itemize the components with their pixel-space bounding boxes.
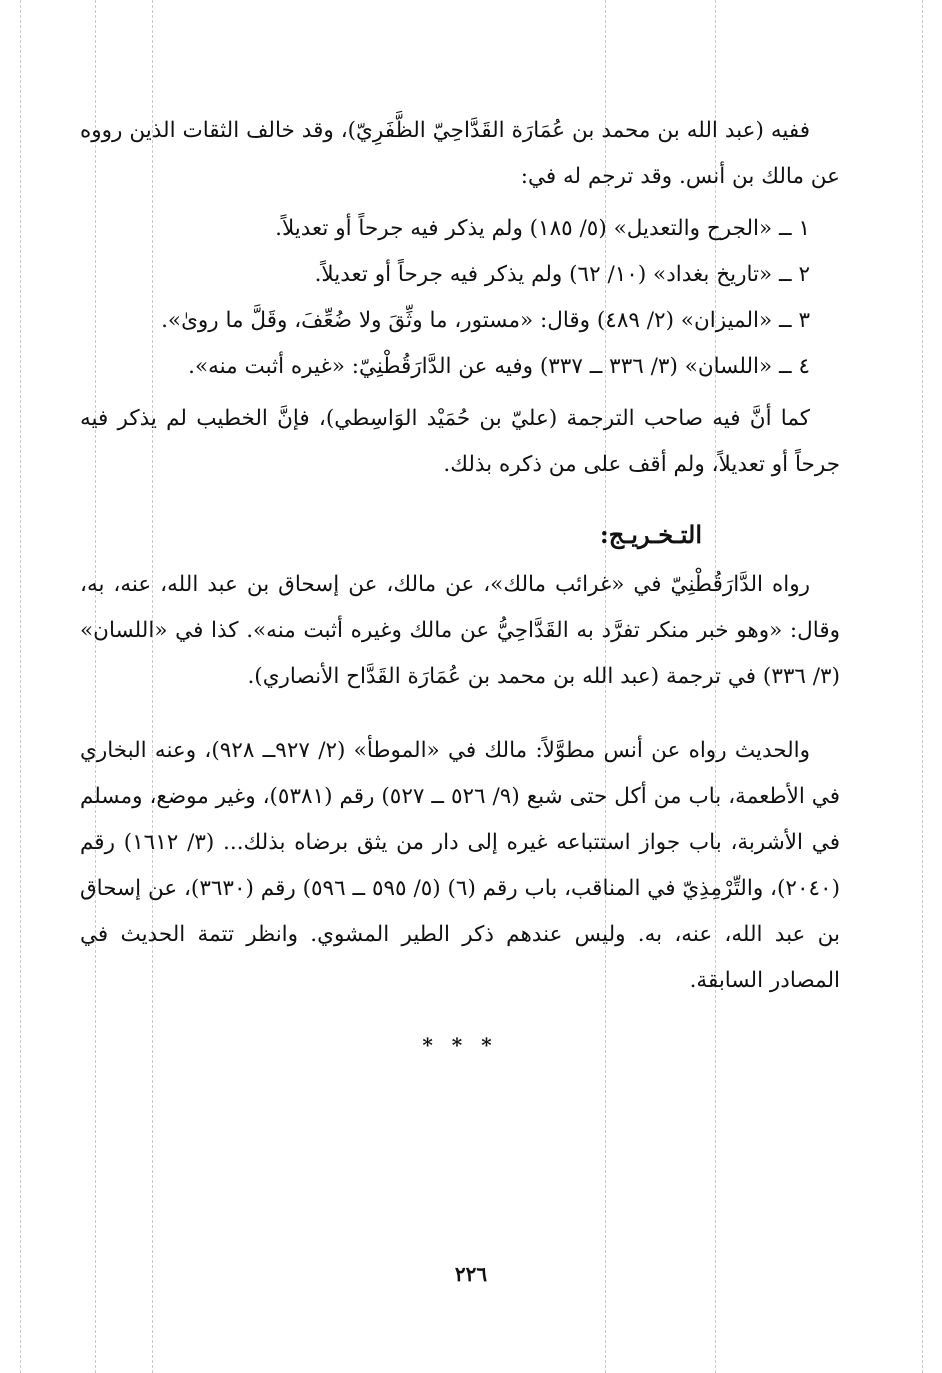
narrator-paragraph: كما أنَّ فيه صاحب الترجمة (عليّ بن حُمَيْد الوَاسِطي)، فإنَّ الخطيب لم يذكر فيه جرحاً أو تعديلاً، ولم أقف على من ذكره بذلك. — [80, 406, 840, 477]
section-heading: التـخـريـج: — [599, 520, 702, 549]
hadith-paragraph: والحديث رواه عن أنس مطوَّلاً: مالك في «الموطأ» (٢/ ٩٢٧ــ ٩٢٨)، وعنه البخاري في الأطعمة، باب من أكل حتى شبع (٩/ ٥٢٦ ــ ٥٢٧) رقم (٥٣٨١)، وغير موضع، ومسلم في الأشربة، باب جواز استتباعه غيره إلى دار من يثق برضاه بذلك... (٣/ ١٦١٢) رقم (٢٠٤٠)، والتِّرْمِذِيّ في المناقب، باب رقم (٦) (٥/ ٥٩٥ ــ ٥٩٦) رقم (٣٦٣٠)، عن إسحاق بن عبد الله، عنه، به. وليس عندهم ذكر الطير المشوي. وانظر تتمة الحديث في المصادر السابقة. — [80, 738, 840, 993]
list-item: ٣ ــ «الميزان» (٢/ ٤٨٩) وقال: «مستور، ما وثِّقَ ولا ضُعِّفَ، وقَلَّ ما روىٰ». — [161, 308, 810, 333]
list-item: ٤ ــ «اللسان» (٣/ ٣٣٦ ــ ٣٣٧) وفيه عن الدَّارَقُطْنِيّ: «غيره أثبت منه». — [188, 354, 810, 379]
margin-guide-line — [922, 0, 923, 1373]
list-item: ٢ ــ «تاريخ بغداد» (١٠/ ٦٢) ولم يذكر فيه جرحاً أو تعديلاً. — [314, 262, 810, 287]
section-separator: * * * — [422, 1033, 498, 1057]
page-body — [80, 108, 840, 1068]
margin-guide-line — [20, 0, 21, 1373]
intro-paragraph: ففيه (عبد الله بن محمد بن عُمَارَة القَدَّاحِيّ الظَّفَرِيّ)، وقد خالف الثقات الذين رووه عن مالك بن أنس. وقد ترجم له في: — [80, 118, 840, 189]
takhrij-paragraph: رواه الدَّارَقُطْنِيّ في «غرائب مالك»، عن مالك، عن إسحاق بن عبد الله، عنه، به، وقال: «وهو خبر منكر تفرَّد به القَدَّاحِيُّ عن مالك وغيره أثبت منه». كذا في «اللسان» (٣/ ٣٣٦) في ترجمة (عبد الله بن محمد بن عُمَارَة القَدَّاح الأنصاري). — [80, 572, 840, 689]
page-number: ٢٢٦ — [454, 1262, 488, 1286]
list-item: ١ ــ «الجرح والتعديل» (٥/ ١٨٥) ولم يذكر فيه جرحاً أو تعديلاً. — [275, 216, 810, 241]
